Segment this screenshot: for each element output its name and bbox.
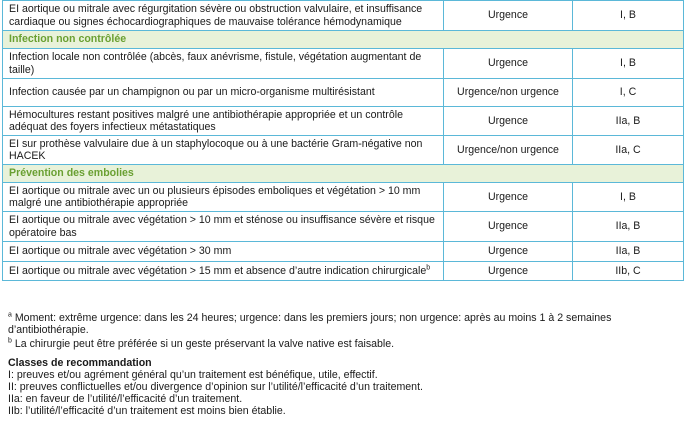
class-level-cell: IIa, B <box>573 107 684 136</box>
section-label: Prévention des embolies <box>3 165 684 183</box>
indication-cell <box>3 212 444 242</box>
class-level-cell: I, B <box>573 1 684 31</box>
indication-text: Infection locale non contrôlée (abcès, faux anévrisme, fistule, végétation augmentant de taille) <box>9 51 422 76</box>
moment-cell: Urgence <box>444 242 573 262</box>
indication-text: EI aortique ou mitrale avec un ou plusieurs épisodes emboliques et végétation > 10 mm malgré une antibiothérapie appropriée <box>9 184 421 209</box>
class-item: I: preuves et/ou agrément général qu’un traitement est bénéfique, utile, effectif. <box>8 368 378 381</box>
section-row <box>3 31 684 49</box>
footnotes <box>8 312 678 418</box>
footnote-b <box>8 338 678 350</box>
class-level-cell: I, B <box>573 49 684 79</box>
indication-text: EI aortique ou mitrale avec végétation > 30 mm <box>9 245 232 258</box>
class-level-cell: I, C <box>573 79 684 107</box>
moment-cell: Urgence <box>444 49 573 79</box>
classes-title: Classes de recommandation <box>8 356 152 369</box>
recommendations-table <box>2 0 684 281</box>
table-row <box>3 262 684 281</box>
class-level-cell: IIb, C <box>573 262 684 281</box>
footnote-b-text: La chirurgie peut être préférée si un geste préservant la valve native est faisable. <box>11 338 395 351</box>
table-row <box>3 1 684 31</box>
indication-cell <box>3 49 444 79</box>
moment-cell: Urgence <box>444 183 573 212</box>
class-item: II: preuves conflictuelles et/ou divergence d’opinion sur l’utilité/l’efficacité d’un traitement. <box>8 381 423 394</box>
table-row <box>3 183 684 212</box>
indication-text: EI aortique ou mitrale avec régurgitation sévère ou obstruction valvulaire, et insuffisance cardiaque ou signes échocardiographiques de mauvaise tolérance hémodynamique <box>9 3 423 28</box>
class-level-cell: I, B <box>573 183 684 212</box>
section-row <box>3 165 684 183</box>
moment-cell: Urgence/non urgence <box>444 79 573 107</box>
indication-cell <box>3 242 444 262</box>
section-label: Infection non contrôlée <box>3 31 684 49</box>
table-row <box>3 49 684 79</box>
footnote-a-marker: a <box>8 311 12 319</box>
moment-cell: Urgence <box>444 107 573 136</box>
indication-cell <box>3 262 444 281</box>
table-row <box>3 107 684 136</box>
class-level-cell: IIa, B <box>573 212 684 242</box>
indication-text: EI aortique ou mitrale avec végétation > 10 mm et sténose ou insuffisance sévère et risque opératoire bas <box>9 214 435 239</box>
indication-cell <box>3 79 444 107</box>
footnote-b-marker: b <box>8 337 12 345</box>
indication-cell <box>3 136 444 165</box>
class-level-cell: IIa, C <box>573 136 684 165</box>
moment-cell: Urgence/non urgence <box>444 136 573 165</box>
footnote-a <box>8 312 678 336</box>
indication-cell <box>3 183 444 212</box>
moment-cell: Urgence <box>444 1 573 31</box>
footnote-a-text: Moment: extrême urgence: dans les 24 heures; urgence: dans les premiers jours; non urgence: après au moins 1 à 2 semaines d’antibiothérapie. <box>8 312 612 337</box>
indication-cell <box>3 107 444 136</box>
table-row <box>3 242 684 262</box>
indication-cell <box>3 1 444 31</box>
indication-text: Infection causée par un champignon ou par un micro-organisme multirésistant <box>9 86 375 99</box>
table-row <box>3 79 684 107</box>
moment-cell: Urgence <box>444 212 573 242</box>
class-level-cell: IIa, B <box>573 242 684 262</box>
class-item: IIa: en faveur de l’utilité/l’efficacité d’un traitement. <box>8 393 243 406</box>
footnote-marker: b <box>426 264 431 272</box>
table-row <box>3 212 684 242</box>
indication-text: EI sur prothèse valvulaire due à un staphylocoque ou à une bactérie Gram-négative non HACEK <box>9 137 423 162</box>
table-row <box>3 136 684 165</box>
indication-text: Hémocultures restant positives malgré une antibiothérapie appropriée et un contrôle adéquat des foyers infectieux métastatiques <box>9 108 403 133</box>
indication-text: EI aortique ou mitrale avec végétation > 15 mm et absence d’autre indication chirurgicale <box>9 264 427 277</box>
moment-cell: Urgence <box>444 262 573 281</box>
class-item: IIb: l’utilité/l’efficacité d’un traitement est moins bien établie. <box>8 405 286 418</box>
table-body <box>3 1 684 281</box>
